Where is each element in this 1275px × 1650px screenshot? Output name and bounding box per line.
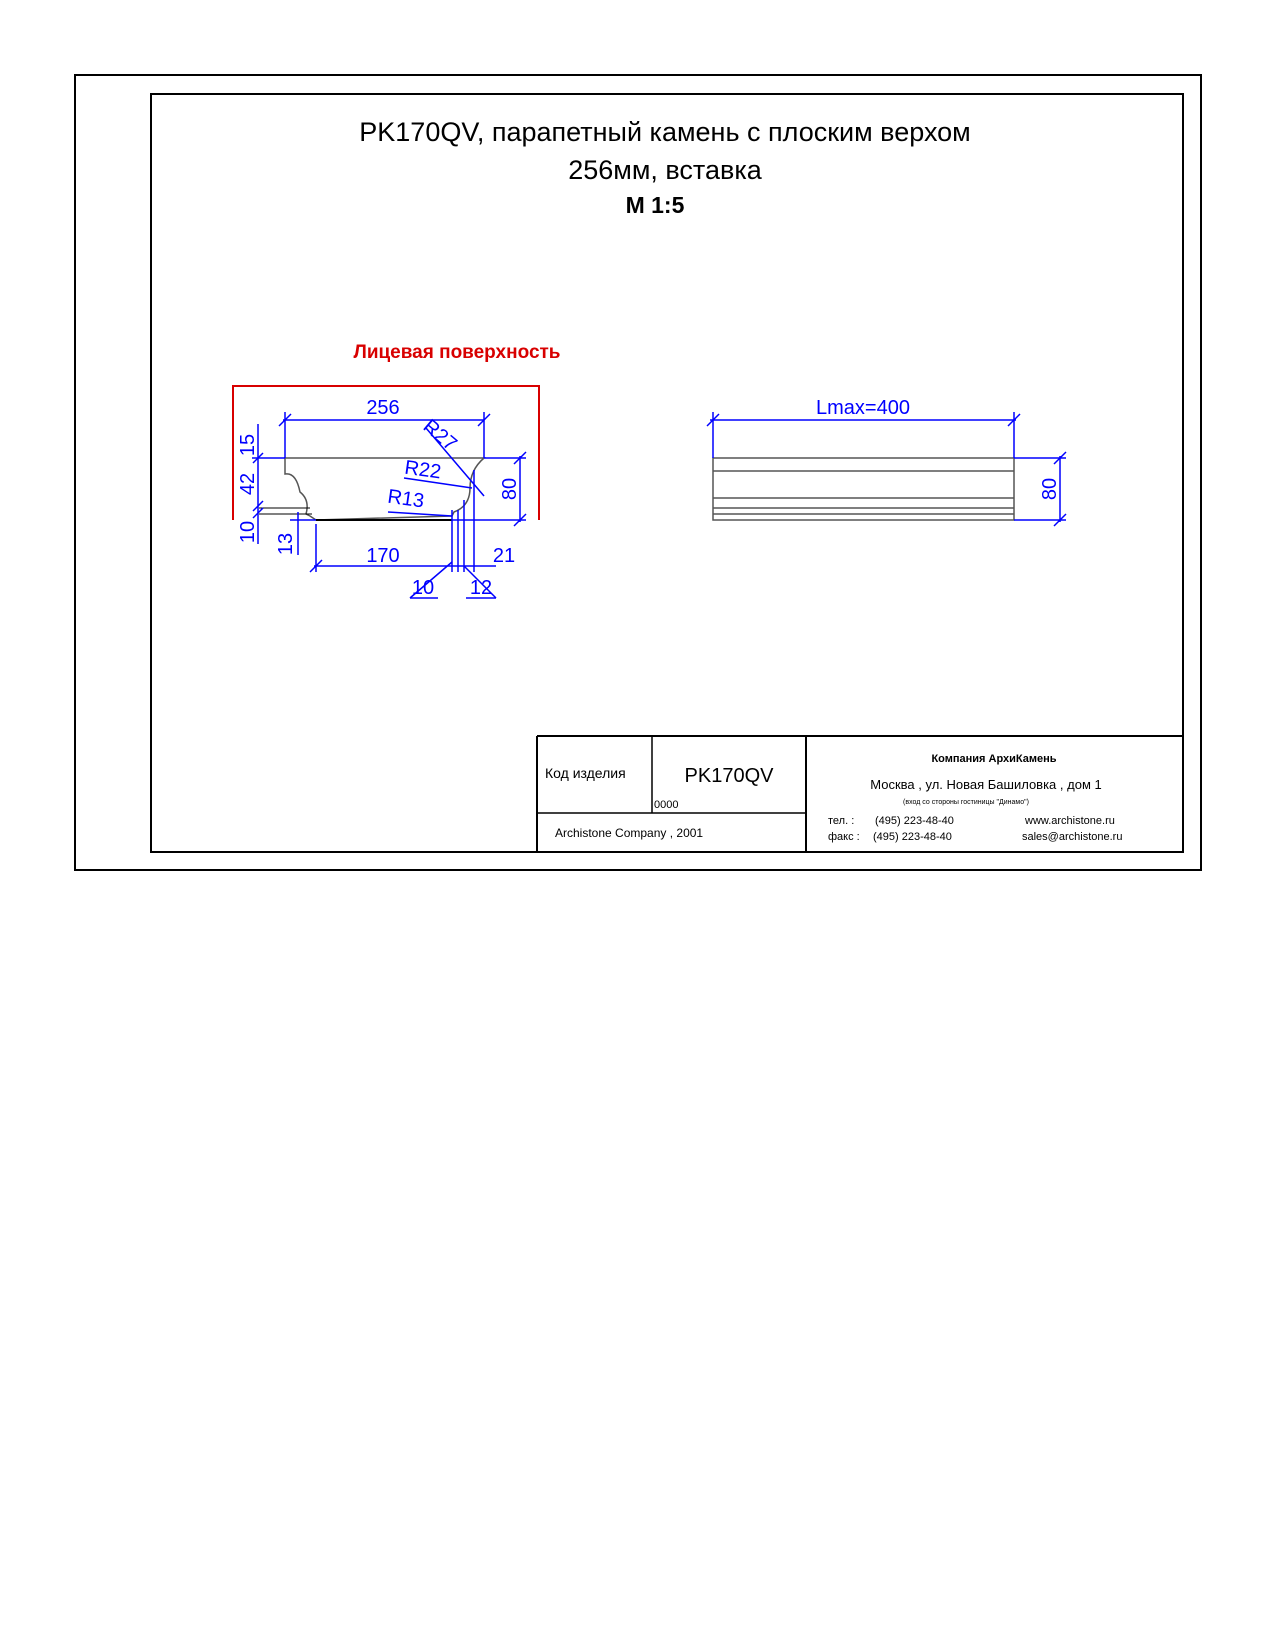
company-address-note: (вход со стороны гостиницы "Динамо") [903,799,1029,806]
product-code-label: Код изделия [545,765,626,781]
side-view [707,397,1066,526]
website-link[interactable]: www.archistone.ru [1025,815,1115,827]
dim-12-text: 12 [469,577,493,599]
dim-10-text: 10 [411,577,435,599]
drawing-title: PK170QV, парапетный камень с плоским верхом [359,117,971,147]
product-code-value: PK170QV [684,765,774,787]
dim-80-text: 80 [499,477,521,501]
sheet-number: 0000 [654,799,679,811]
dim-r13-leader [388,512,452,516]
copyright-text: Archistone Company , 2001 [555,826,704,840]
tel-label: тел. : [828,815,855,827]
dim-r27-text: R27 [418,415,461,456]
dim-21-text: 21 [492,545,516,567]
fax-label: факс : [828,831,860,843]
dim-15-text: 15 [237,433,259,457]
drawing-subtitle: 256мм, вставка [568,155,762,185]
company-name: Компания АрхиКамень [931,753,1057,765]
dim-side-80-text: 80 [1039,477,1061,501]
dim-r22-text: R22 [403,456,443,484]
fax-value: (495) 223-48-40 [873,831,952,843]
dim-256-text: 256 [366,397,400,419]
title-block [537,736,1183,852]
dim-42-text: 42 [237,472,259,496]
company-address: Москва , ул. Новая Башиловка , дом 1 [870,777,1102,792]
dim-length-text: Lmax=400 [816,397,910,419]
face-surface-label: Лицевая поверхность [353,342,561,363]
side-view-outline [713,458,1014,520]
dim-170-text: 170 [366,545,400,567]
section-view [233,342,561,599]
dim-13-text: 13 [275,532,297,556]
email-link[interactable]: sales@archistone.ru [1022,831,1123,843]
drawing-scale: М 1:5 [625,192,685,218]
dim-r13-text: R13 [386,485,426,513]
tel-value: (495) 223-48-40 [875,815,954,827]
stone-profile [285,458,484,520]
dim-10-left-text: 10 [237,520,259,544]
